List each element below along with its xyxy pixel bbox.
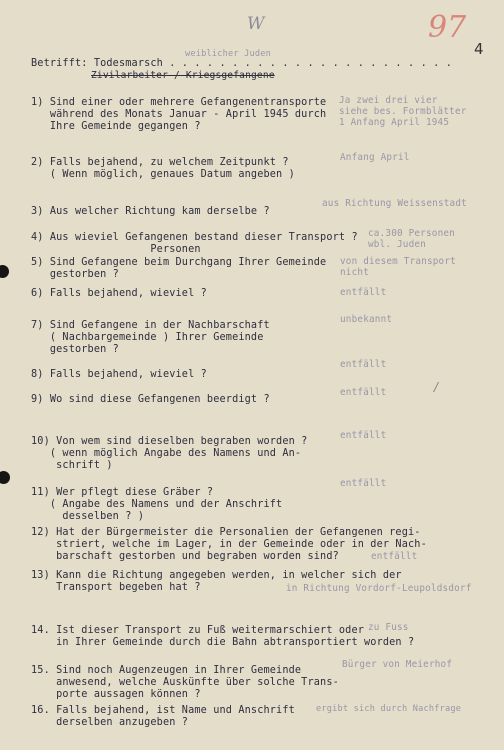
- question-12-line-3: barschaft gestorben und begraben worden sind?: [31, 551, 339, 562]
- question-15-line-2: anwesend, welche Auskünfte über solche Trans-: [31, 677, 339, 688]
- question-13-line-2: Transport begeben hat ?: [31, 582, 201, 593]
- answer-12: entfällt: [371, 551, 418, 562]
- answer-4-line-2: wbl. Juden: [368, 239, 426, 250]
- question-6: 6) Falls bejahend, wieviel ?: [31, 288, 207, 299]
- answer-1-line-3: 1 Anfang April 1945: [339, 117, 450, 128]
- question-2-line-1: 2) Falls bejahend, zu welchem Zeitpunkt ?: [31, 157, 289, 168]
- question-10-line-1: 10) Von wem sind dieselben begraben worden ?: [31, 436, 308, 447]
- question-5-line-1: 5) Sind Gefangene beim Durchgang Ihrer Gemeinde: [31, 257, 327, 268]
- question-10-line-2: ( wenn möglich Angabe des Namens und An-: [31, 448, 302, 459]
- answer-8: entfällt: [340, 359, 387, 370]
- question-7-line-2: ( Nachbargemeinde ) Ihrer Gemeinde: [31, 332, 264, 343]
- answer-6: entfällt: [340, 287, 387, 298]
- question-15-line-1: 15. Sind noch Augenzeugen in Ihrer Gemeinde: [31, 665, 302, 676]
- question-10-line-3: schrift ): [31, 460, 113, 471]
- answer-13: in Richtung Vordorf-Leupoldsdorf: [286, 583, 472, 594]
- question-16-line-2: derselben anzugeben ?: [31, 717, 189, 728]
- answer-15: Bürger von Meierhof: [342, 659, 453, 670]
- question-11-line-2: ( Angabe des Namens und der Anschrift: [31, 499, 283, 510]
- question-1-line-1: 1) Sind einer oder mehrere Gefangenentransporte: [31, 97, 327, 108]
- header-typed-over: weiblicher Juden: [185, 49, 271, 59]
- header-struck: Zivilarbeiter / Kriegsgefangene: [91, 70, 275, 81]
- question-13-line-1: 13) Kann die Richtung angegeben werden, in welcher sich der: [31, 570, 402, 581]
- question-12-line-2: striert, welche im Lager, in der Gemeinde oder in der Nach-: [31, 539, 427, 550]
- answer-5-line-1: von diesem Transport: [340, 256, 456, 267]
- answer-2: Anfang April: [340, 152, 410, 163]
- question-9: 9) Wo sind diese Gefangenen beerdigt ?: [31, 394, 270, 405]
- pencil-mark: /: [434, 380, 439, 394]
- answer-16: ergibt sich durch Nachfrage: [316, 704, 462, 714]
- question-5-line-2: gestorben ?: [31, 269, 119, 280]
- punch-hole-upper: [0, 265, 9, 278]
- answer-9: entfällt: [340, 387, 387, 398]
- question-3: 3) Aus welcher Richtung kam derselbe ?: [31, 206, 270, 217]
- answer-4-line-1: ca.300 Personen: [368, 228, 455, 239]
- question-7-line-3: gestorben ?: [31, 344, 119, 355]
- question-1-line-2: während des Monats Januar - April 1945 durch: [31, 109, 327, 120]
- question-14-line-1: 14. Ist dieser Transport zu Fuß weitermarschiert oder: [31, 625, 365, 636]
- question-2-line-2: ( Wenn möglich, genaues Datum angeben ): [31, 169, 295, 180]
- punch-hole-lower: [0, 471, 10, 484]
- page-number: 4: [474, 40, 484, 58]
- question-15-line-3: porte aussagen können ?: [31, 689, 201, 700]
- handwritten-number: 97: [428, 10, 467, 45]
- question-11-line-1: 11) Wer pflegt diese Gräber ?: [31, 487, 214, 498]
- answer-7: unbekannt: [340, 314, 393, 325]
- answer-10: entfällt: [340, 430, 387, 441]
- answer-11: entfällt: [340, 478, 387, 489]
- question-14-line-2: in Ihrer Gemeinde durch die Bahn abtransportiert worden ?: [31, 637, 415, 648]
- answer-3: aus Richtung Weissenstadt: [322, 198, 467, 209]
- question-11-line-3: desselben ? ): [31, 511, 145, 522]
- question-7-line-1: 7) Sind Gefangene in der Nachbarschaft: [31, 320, 270, 331]
- question-4-line-2: Personen: [31, 244, 201, 255]
- question-1-line-3: Ihre Gemeinde gegangen ?: [31, 121, 201, 132]
- answer-1-line-1: Ja zwei drei vier: [339, 95, 438, 106]
- answer-5-line-2: nicht: [340, 267, 369, 278]
- header-label: Betrifft: Todesmarsch . . . . . . . . . . . . . . . . . . . . . . .: [31, 58, 452, 69]
- question-4-line-1: 4) Aus wieviel Gefangenen bestand dieser Transport ?: [31, 232, 358, 243]
- handwritten-w: W: [247, 14, 265, 34]
- answer-1-line-2: siehe bes. Formblätter: [339, 106, 467, 117]
- question-12-line-1: 12) Hat der Bürgermeister die Personalien der Gefangenen regi-: [31, 527, 421, 538]
- answer-14: zu Fuss: [368, 622, 409, 633]
- question-8: 8) Falls bejahend, wieviel ?: [31, 369, 207, 380]
- question-16-line-1: 16. Falls bejahend, ist Name und Anschrift: [31, 705, 295, 716]
